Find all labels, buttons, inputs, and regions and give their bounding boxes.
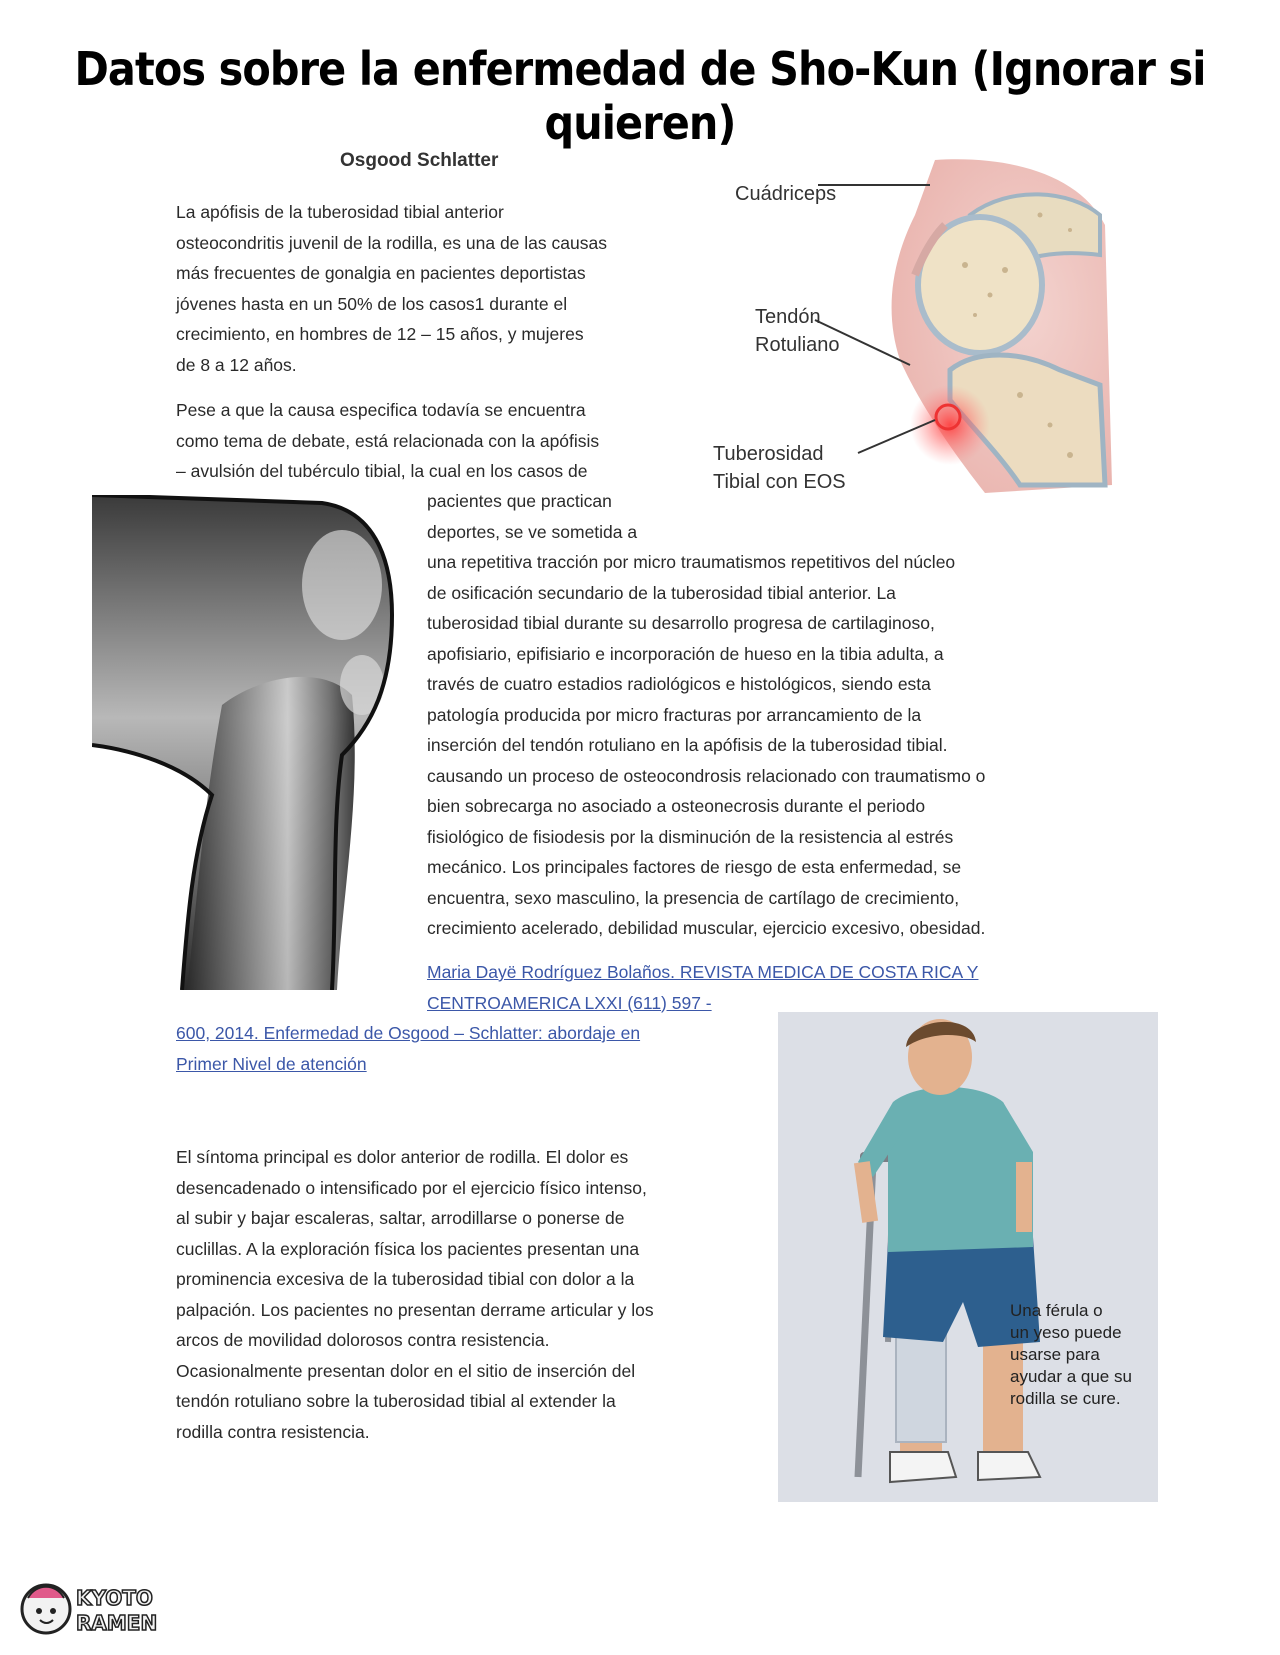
text-line: deportes, se ve sometida a bbox=[427, 521, 638, 542]
text-line: mecánico. Los principales factores de riesgo de esta enfermedad, se bbox=[427, 857, 962, 877]
text-line: inserción del tendón rotuliano en la apófisis de la tuberosidad tibial. bbox=[427, 735, 948, 755]
label-line: Tendón bbox=[755, 306, 821, 328]
logo-line2: RAMEN bbox=[76, 1611, 158, 1635]
caption-line: rodilla se cure. bbox=[1010, 1389, 1121, 1408]
text-line: fisiológico de fisiodesis por la disminución de la resistencia al estrés bbox=[427, 826, 954, 847]
text-line: prominencia excesiva de la tuberosidad tibial con dolor a la bbox=[176, 1269, 635, 1289]
text-line: cuclillas. A la exploración física los pacientes presentan una bbox=[176, 1238, 640, 1259]
text-line: arcos de movilidad dolorosos contra resistencia. bbox=[176, 1330, 550, 1350]
logo-mascot-icon bbox=[18, 1578, 168, 1640]
text-line: como tema de debate, está relacionada con la apófisis bbox=[176, 430, 600, 451]
label-quadriceps: Cuádriceps bbox=[735, 183, 837, 205]
label-line: Tuberosidad bbox=[713, 443, 824, 465]
text-line: al subir y bajar escaleras, saltar, arrodillarse o ponerse de bbox=[176, 1208, 625, 1228]
text-line: una repetitiva tracción por micro traumatismos repetitivos del núcleo bbox=[427, 552, 956, 572]
paragraph-symptoms bbox=[176, 1142, 766, 1447]
text-line: pacientes que practican bbox=[427, 491, 612, 511]
citation-line[interactable]: CENTROAMERICA LXXI (611) 597 - bbox=[427, 992, 712, 1013]
paragraph-cause-top bbox=[176, 395, 696, 487]
text-line: de 8 a 12 años. bbox=[176, 354, 297, 375]
text-line: bien sobrecarga no asociado a osteonecrosis durante el periodo bbox=[427, 796, 926, 816]
text-line: causando un proceso de osteocondrosis relacionado con traumatismo o bbox=[427, 765, 986, 786]
text-line: encuentra, sexo masculino, la presencia de cartílago de crecimiento, bbox=[427, 887, 960, 908]
page-title: Datos sobre la enfermedad de Sho-Kun (Ignorar si quieren) bbox=[74, 42, 1206, 150]
text-line: más frecuentes de gonalgia en pacientes deportistas bbox=[176, 263, 586, 283]
caption-line: usarse para bbox=[1010, 1345, 1100, 1364]
text-line: desencadenado o intensificado por el ejercicio físico intenso, bbox=[176, 1177, 647, 1198]
paragraph-intro bbox=[176, 197, 676, 380]
label-line: Rotuliano bbox=[755, 334, 840, 356]
text-line: de osificación secundario de la tuberosidad tibial anterior. La bbox=[427, 582, 896, 603]
caption-line: un yeso puede bbox=[1010, 1323, 1122, 1342]
caption-line: ayudar a que su bbox=[1010, 1367, 1132, 1386]
text-line: apofisiario, epifisiario e incorporación de hueso en la tibia adulta, a bbox=[427, 643, 944, 664]
text-line: jóvenes hasta en un 50% de los casos1 durante el bbox=[176, 293, 568, 314]
kyoto-ramen-logo bbox=[18, 1578, 168, 1640]
text-line: La apófisis de la tuberosidad tibial anterior bbox=[176, 202, 504, 222]
illustration-caption bbox=[1010, 1300, 1160, 1410]
text-line: palpación. Los pacientes no presentan derrame articular y los bbox=[176, 1299, 654, 1320]
label-line: Tibial con EOS bbox=[713, 471, 846, 493]
text-line: osteocondritis juvenil de la rodilla, es una de las causas bbox=[176, 232, 607, 253]
text-line: rodilla contra resistencia. bbox=[176, 1421, 370, 1442]
citation-line[interactable]: Maria Dayë Rodríguez Bolaños. REVISTA MEDICA DE COSTA RICA Y bbox=[427, 962, 979, 982]
text-line: Ocasionalmente presentan dolor en el sitio de inserción del bbox=[176, 1360, 636, 1381]
text-line: crecimiento, en hombres de 12 – 15 años, y mujeres bbox=[176, 324, 584, 344]
text-line: tuberosidad tibial durante su desarrollo progresa de cartilaginoso, bbox=[427, 613, 935, 633]
citation-line[interactable]: 600, 2014. Enfermedad de Osgood – Schlatter: abordaje en bbox=[176, 1023, 641, 1043]
logo-line1: KYOTO bbox=[76, 1586, 153, 1610]
label-patellar-tendon bbox=[755, 303, 840, 359]
text-line: patología producida por micro fracturas por arrancamiento de la bbox=[427, 704, 922, 725]
paragraph-cause-bottom bbox=[427, 486, 1107, 944]
knee-illustration bbox=[92, 495, 407, 990]
text-line: través de cuatro estadios radiológicos e histológicos, siendo esta bbox=[427, 674, 931, 694]
citation-link-continued[interactable] bbox=[176, 1018, 736, 1079]
citation-line[interactable]: Primer Nivel de atención bbox=[176, 1053, 367, 1074]
text-line: Pese a que la causa especifica todavía se encuentra bbox=[176, 400, 586, 420]
text-line: – avulsión del tubérculo tibial, la cual en los casos de bbox=[176, 461, 588, 481]
text-line: crecimiento acelerado, debilidad muscular, ejercicio excesivo, obesidad. bbox=[427, 918, 986, 938]
text-line: El síntoma principal es dolor anterior de rodilla. El dolor es bbox=[176, 1147, 629, 1167]
section-heading: Osgood Schlatter bbox=[340, 150, 499, 171]
crutches-illustration bbox=[778, 1012, 1158, 1502]
citation-link[interactable] bbox=[427, 957, 1087, 1018]
text-line: tendón rotuliano sobre la tuberosidad tibial al extender la bbox=[176, 1391, 616, 1411]
caption-line: Una férula o bbox=[1010, 1301, 1103, 1320]
